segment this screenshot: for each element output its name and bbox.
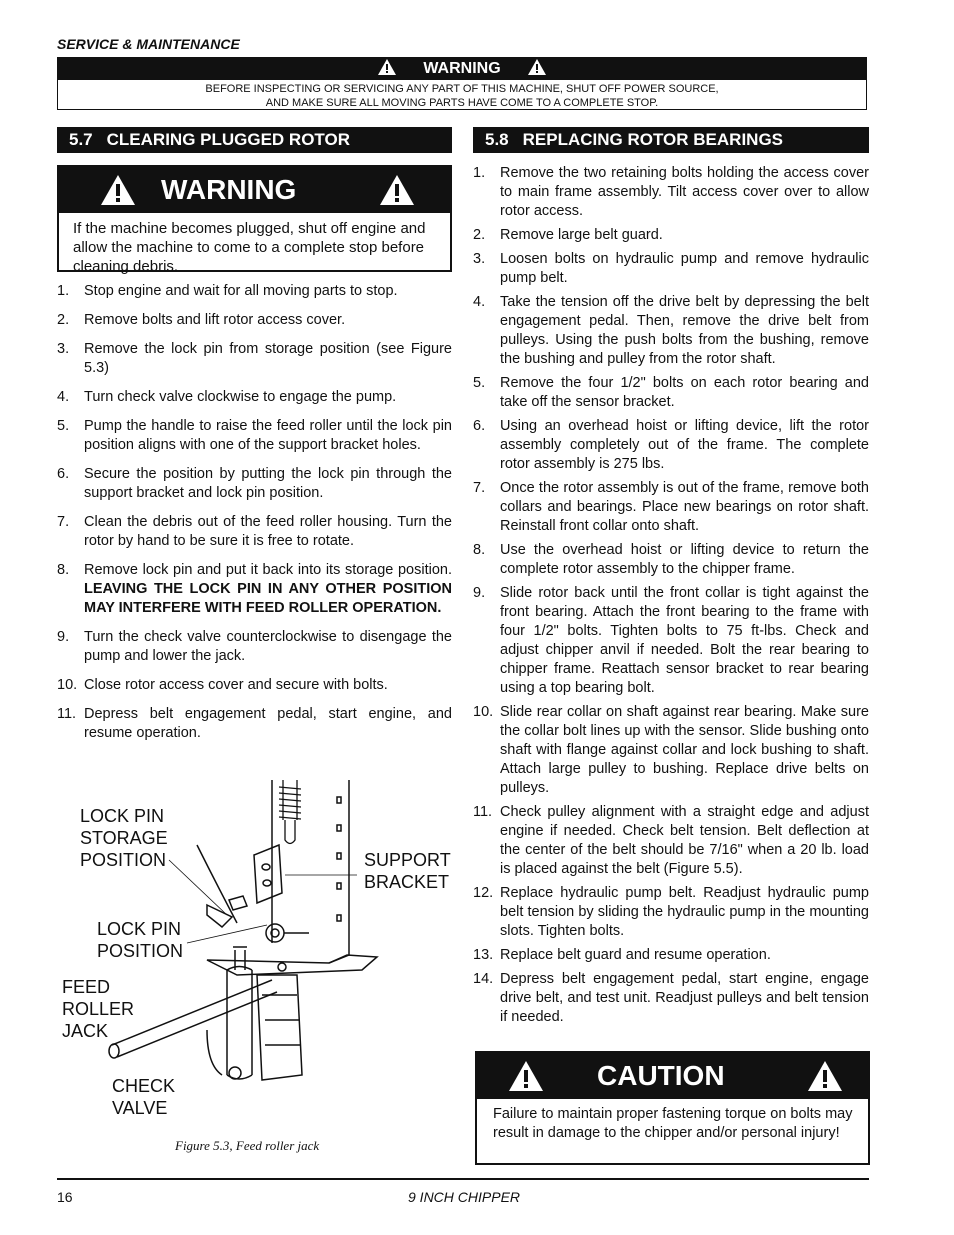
footer-rule [57,1178,869,1180]
step-item [473,293,869,369]
step-number: 10. [473,704,494,720]
step-item [473,970,869,1027]
top-warning-line-1: BEFORE INSPECTING OR SERVICING ANY PART OF THIS MACHINE, SHUT OFF POWER SOURCE, [205,83,719,95]
step-number: 4. [473,294,486,310]
step-number: 13. [473,947,494,963]
caution-text: Failure to maintain proper fastening torque on bolts may result in damage to the chipper and/or personal injury! [493,1106,853,1141]
step-item [473,417,869,474]
clearing-rotor-steps [57,282,452,753]
step-number: 8. [57,562,70,578]
warning-text: If the machine becomes plugged, shut off engine and allow the machine to come to a complete stop before cleaning debris. [73,220,426,275]
label-line: VALVE [112,1098,168,1118]
warning-triangle-icon [378,173,416,207]
step-item [473,164,869,221]
step-item [57,465,452,503]
page-number: 16 [57,1189,73,1205]
label-lock-pin-position [97,918,183,962]
step-number: 9. [473,585,486,601]
warning-triangle-icon [99,173,137,207]
warning-bar [59,167,450,213]
label-line: SUPPORT [364,850,451,870]
label-feed-roller-jack [62,976,134,1042]
step-item [57,628,452,666]
warning-triangle-icon [377,58,397,81]
step-item [473,703,869,798]
label-line: POSITION [97,941,184,961]
step-number: 11. [57,706,77,722]
section-5-7-heading [57,127,452,153]
spring [279,780,301,844]
step-number: 1. [57,283,70,299]
step-number: 6. [57,466,70,482]
step-text: Remove the four 1/2" bolts on each rotor bearing and take off the sensor bracket. [500,375,869,410]
label-line: POSITION [80,850,167,870]
label-check-valve [112,1075,175,1119]
label-line: LOCK PIN [80,806,165,826]
top-warning-text [58,82,866,110]
label-lock-pin-storage [80,805,168,871]
top-warning-box [57,57,867,110]
caution-title: CAUTION [597,1060,725,1091]
step-number: 3. [473,251,486,267]
step-text: Turn check valve clockwise to engage the pump. [84,389,397,405]
step-text: Remove large belt guard. [500,227,663,243]
step-text: Stop engine and wait for all moving parts to stop. [84,283,398,299]
section-5-8-heading [473,127,869,153]
step-number: 14. [473,971,494,987]
step-item [57,388,452,407]
step-number: 2. [473,227,486,243]
step-number: 2. [57,312,70,328]
section-number: 5.7 [69,130,93,149]
label-line: CHECK [112,1076,176,1096]
step-number: 6. [473,418,486,434]
figure-caption: Figure 5.3, Feed roller jack [175,1138,320,1153]
step-item [473,803,869,879]
step-item [473,250,869,288]
top-warning-line-2: AND MAKE SURE ALL MOVING PARTS HAVE COME TO A COMPLETE STOP. [265,97,659,109]
top-warning-title: WARNING [423,60,501,77]
step-item [57,705,452,743]
section-title: REPLACING ROTOR BEARINGS [522,130,784,149]
step-number: 7. [57,514,70,530]
step-text: Remove the lock pin from storage position (see Figure 5.3) [84,341,452,376]
rotor-bearing-steps [473,164,869,1032]
footer-title: 9 INCH CHIPPER [408,1189,521,1205]
step-text: Close rotor access cover and secure with bolts. [84,677,388,693]
step-text: Turn the check valve counterclockwise to disengage the pump and lower the jack. [84,629,452,664]
step-number: 9. [57,629,70,645]
step-number: 12. [473,885,494,901]
step-text: Slide rotor back until the front collar is tight against the front bearing. Attach the front bearing to the frame with four 1/2" bolts. Tighten bolts to 75 ft-lbs. Check and adjust chipper anvil if needed. Bolt the rear bearing to chipper frame. Reattach sensor bracket to rear bearing using a top bearing bolt. [500,585,869,696]
step-item [473,541,869,579]
step-number: 5. [57,418,70,434]
step-text: Loosen bolts on hydraulic pump and remove hydraulic pump belt. [500,251,869,286]
label-line: LOCK PIN [97,919,182,939]
step-text: Use the overhead hoist or lifting device to return the complete rotor assembly to the chipper frame. [500,542,869,577]
label-support-bracket [364,849,451,893]
step-number: 5. [473,375,486,391]
step-text: Depress belt engagement pedal, start engine, engage drive belt, and test unit. Readjust pulleys and belt tension if needed. [500,971,869,1025]
section-label: SERVICE & MAINTENANCE [57,36,240,52]
step-text: Check pulley alignment with a straight edge and adjust engine if needed. Check belt tension. Belt deflection at the center of the belt should be 7/16" when a 20 lb. load is placed against the belt (Figure 5.5). [500,804,869,877]
step-item [57,311,452,330]
step-item [57,561,452,618]
step-item [473,946,869,965]
caution-triangle-icon [507,1059,545,1093]
figure-feed-roller-jack [57,775,457,1155]
step-number: 11. [473,804,493,820]
step-text: Secure the position by putting the lock pin through the support bracket and lock pin position. [84,466,452,501]
step-item [473,584,869,698]
step-text: Depress belt engagement pedal, start engine, and resume operation. [84,706,452,741]
step-item [57,282,452,301]
step-text: Pump the handle to raise the feed roller until the lock pin position aligns with one of the support bracket holes. [84,418,452,453]
warning-triangle-icon [527,58,547,81]
section-number: 5.8 [485,130,509,149]
step-text: Replace hydraulic pump belt. Readjust hydraulic pump belt tension by sliding the hydraulic pump in the mounting slots. Tighten bolts. [500,885,869,939]
label-line: STORAGE [80,828,168,848]
step-number: 8. [473,542,486,558]
step-item [473,374,869,412]
step-item [57,340,452,378]
step-number: 10. [57,677,78,693]
label-line: ROLLER [62,999,135,1019]
step-bold-warning: LEAVING THE LOCK PIN IN ANY OTHER POSITION MAY INTERFERE WITH FEED ROLLER OPERATION. [84,581,452,616]
step-number: 3. [57,341,70,357]
top-warning-bar [58,58,866,80]
step-item [473,479,869,536]
caution-triangle-icon [806,1059,844,1093]
step-text: Take the tension off the drive belt by depressing the belt engagement pedal. Then, remove the drive belt from pulleys. Using the push bolts from the bushing, remove the bushing and pulley from the rotor shaft. [500,294,869,367]
step-item [57,676,452,695]
step-number: 4. [57,389,70,405]
step-text: Remove the two retaining bolts holding the access cover to main frame assembly. Tilt access cover over to allow rotor access. [500,165,869,219]
step-item [57,513,452,551]
caution-box [475,1051,870,1165]
step-text: Once the rotor assembly is out of the frame, remove both collars and bearings. Place new bearings on rotor shaft. Reinstall front collar onto shaft. [500,480,869,534]
step-text: Using an overhead hoist or lifting device, lift the rotor assembly completely out of the frame. The complete rotor assembly is 275 lbs. [500,418,869,472]
step-text: Replace belt guard and resume operation. [500,947,771,963]
step-text: Slide rear collar on shaft against rear bearing. Make sure the collar bolt lines up with the sensor. Slide bushing onto shaft with flange against collar and lock bushing to shaft. Attach large pulley to bushing. Replace drive belts on pulleys. [500,704,869,796]
warning-title: WARNING [161,174,297,205]
step-text: Clean the debris out of the feed roller housing. Turn the rotor by hand to be sure it is free to rotate. [84,514,452,549]
label-line: BRACKET [364,872,450,892]
label-line: JACK [62,1021,109,1041]
caution-bar [477,1053,868,1099]
step-text: Remove lock pin and put it back into its storage position. [84,562,452,578]
step-text: Remove bolts and lift rotor access cover. [84,312,346,328]
plugged-rotor-warning-box [57,165,452,275]
step-number: 7. [473,480,486,496]
step-item [473,226,869,245]
section-title: CLEARING PLUGGED ROTOR [106,130,351,149]
step-number: 1. [473,165,486,181]
label-line: FEED [62,977,111,997]
step-item [473,884,869,941]
step-item [57,417,452,455]
